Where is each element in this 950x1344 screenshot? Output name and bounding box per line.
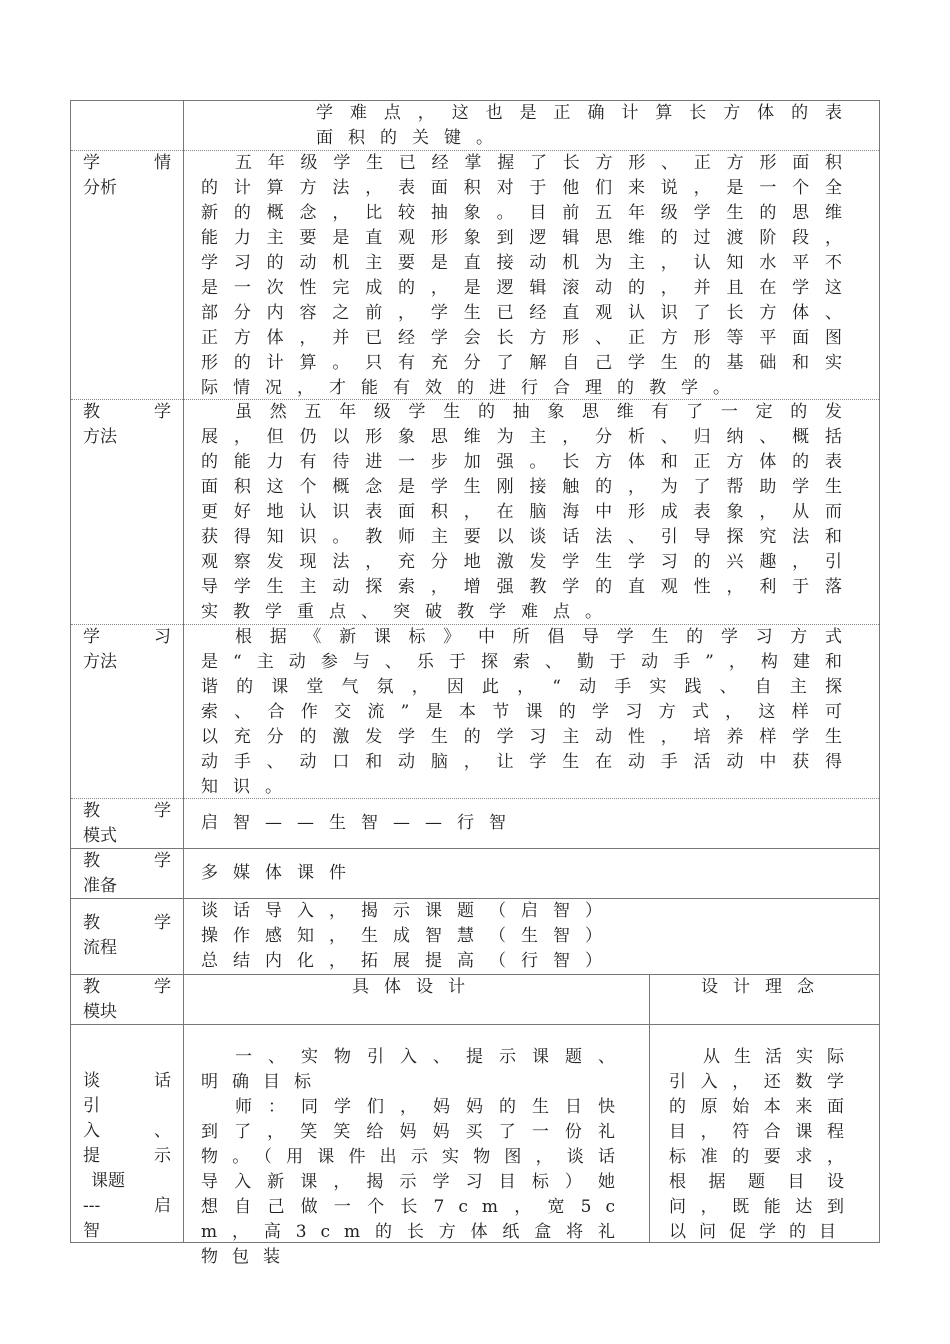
row-label: 谈 话 引 入 、 提 示 课题 --- 启 智 [83,1071,171,1241]
row-label: 教 学 准备 [83,851,171,896]
flow-step: 总结内化，拓展提高（行智） [201,951,617,971]
flow-step: 谈话导入，揭示课题（启智） [201,901,617,921]
row-divider [71,848,879,849]
row-label: 教 学 模式 [83,801,171,846]
lesson-plan-table [70,100,880,1267]
row-label: 教 学 流程 [83,913,171,958]
row-label: 学 习 方法 [83,627,171,672]
difficulty-text: 学难点，这也是正确计算长方体的表面积的关键。 [316,103,857,148]
column-divider [183,101,184,1242]
teaching-method-text: 虽然五年级学生的抽象思维有了一定的发展，但仍以形象思维为主，分析、归纳、概括的能力有待进一步加强。长方体和正方体的表面积这个概念是学生刚接触的，为了帮助学生更好地认识表面积，在脑海中形成表象，从而获得知识。教师主要以谈话法、引导探究法和观察发现法，充分地激发学生学习的兴趣，引导学生主动探索，增强教学的直观性，利于落实教学重点、突破教学难点。 [201,402,857,622]
specific-design-heading: 具体设计 [352,977,480,997]
flow-step: 操作感知，生成智慧（生智） [201,926,617,946]
design-column [201,1045,629,1270]
student-analysis-text: 五年级学生已经掌握了长方形、正方形面积的计算方法，表面积对于他们来说，是一个全新的概念，比较抽象。目前五年级学生的思维能力主要是直观形象到逻辑思维的过渡阶段，学习的动机主要是直接动机为主，认知水平不是一次性完成的，是逻辑滚动的，并且在学这部分内容之前，学生已经直观认识了长方体、正方体，并已经学会长方形、正方形等平面图形的计算。只有充分了解自己学生的基础和实际情况，才能有效的进行合理的教学。 [201,153,857,398]
section-heading: 一、实物引入、提示课题、明确目标 [201,1047,629,1092]
teaching-mode-text: 启智——生智——行智 [201,813,521,833]
row-label: 教 学 模块 [83,977,171,1022]
design-concept-text: 从生活实际引入，还数学的原始本来面目，符合课程标准的要求，根据题目设问，既能达到以问促学的目 [669,1047,857,1242]
row-label: 教 学 方法 [83,402,171,447]
column-divider [649,974,650,1242]
teaching-preparation-text: 多媒体课件 [201,863,361,883]
row-divider [71,1024,879,1025]
learning-method-text: 根据《新课标》中所倡导学生的学习方式是“主动参与、乐于探索、勤于动手”，构建和谐的课堂气氛，因此，“动手实践、自主探索、合作交流”是本节课的学习方式，这样可以充分的激发学生的学习主动性，培养样学生动手、动口和动脑，让学生在动手活动中获得知识。 [201,627,857,797]
design-body: 师：同学们，妈妈的生日快到了，笑笑给妈妈买了一份礼物。（用课件出示实物图，谈话导入新课，揭示学习目标）她想自己做一个长7cm，宽5cm，高3cm的长方体纸盒将礼物包装 [201,1097,629,1267]
design-concept-heading: 设计理念 [701,977,829,997]
row-label: 学 情 分析 [83,153,171,198]
